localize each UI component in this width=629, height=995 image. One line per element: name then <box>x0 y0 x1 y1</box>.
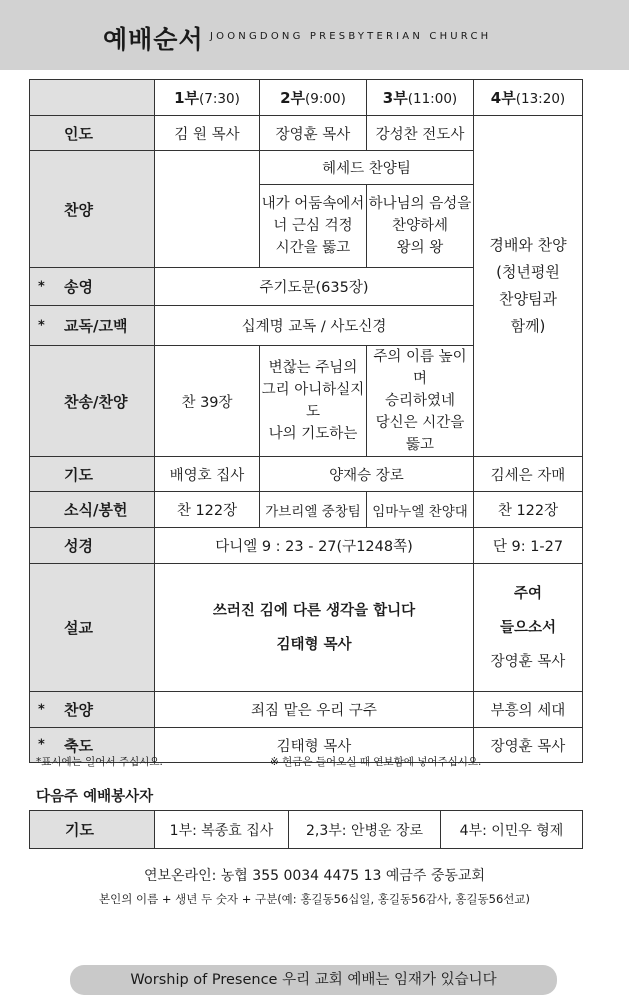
scripture-row <box>30 528 583 564</box>
praise-s1 <box>155 151 260 268</box>
prayer-s4: 김세은 자매 <box>474 457 583 492</box>
news-s2: 가브리엘 중창팀 <box>260 492 367 528</box>
praise-team: 헤세드 찬양팀 <box>260 151 474 185</box>
hymn2-s4: 부흥의 세대 <box>474 692 583 728</box>
next-week-title: 다음주 예배봉사자 <box>36 789 154 805</box>
offering-note: ※ 헌금은 들어오실 때 연보함에 넣어주십시오. <box>270 756 482 768</box>
corner-cell <box>30 80 155 116</box>
benediction-s123: 김태형 목사 <box>155 728 474 763</box>
sermon-main <box>155 564 474 692</box>
church-name: JOONGDONG PRESBYTERIAN CHURCH <box>210 31 492 42</box>
row-label-praise: 찬양 <box>30 151 155 268</box>
header-bar <box>0 0 629 70</box>
hymn-s1: 찬 39장 <box>155 346 260 457</box>
hymn2-s123: 죄짐 맡은 우리 구주 <box>155 692 474 728</box>
next-week-s23: 2,3부: 안병운 장로 <box>289 811 441 849</box>
next-week-s1: 1부: 복종효 집사 <box>155 811 289 849</box>
sermon-preacher: 김태형 목사 <box>276 636 352 653</box>
sermon-row <box>30 564 583 692</box>
sermon-s4: 주여 들으소서 장영훈 목사 <box>474 564 583 692</box>
service-2-header: 2부(9:00) <box>260 80 367 116</box>
benediction-s4: 장영훈 목사 <box>474 728 583 763</box>
page-title: 예배순서 <box>103 25 204 54</box>
row-label-prayer: 기도 <box>30 457 155 492</box>
worship-order-table <box>29 79 583 763</box>
row-label-hymn: 찬송/찬양 <box>30 346 155 457</box>
row-label-news: 소식/봉헌 <box>30 492 155 528</box>
hymn-s2: 변찮는 주님의 그리 아니하실지도 나의 기도하는 <box>260 346 367 457</box>
service-1-header: 1부(7:30) <box>155 80 260 116</box>
praise-s2: 내가 어둠속에서 너 근심 걱정 시간을 뚫고 <box>260 185 367 268</box>
row-label-sermon: 설교 <box>30 564 155 692</box>
service-3-header: 3부(11:00) <box>367 80 474 116</box>
lead-s3: 강성찬 전도사 <box>367 116 474 151</box>
praise-s3: 하나님의 음성을 찬양하세 왕의 왕 <box>367 185 474 268</box>
lead-row <box>30 116 583 151</box>
prayer-s23: 양재승 장로 <box>260 457 474 492</box>
offering-instructions: 본인의 이름 + 생년 두 숫자 + 구분(예: 홍길동56십일, 홍길동56감사, 홍길동56선교) <box>99 892 530 906</box>
scripture-s4: 단 9: 1-27 <box>474 528 583 564</box>
lead-s2: 장영훈 목사 <box>260 116 367 151</box>
row-label-scripture: 성경 <box>30 528 155 564</box>
creed-value: 십계명 교독 / 사도신경 <box>155 306 474 346</box>
row-label-creed: * 교독/고백 <box>30 306 155 346</box>
news-s4: 찬 122장 <box>474 492 583 528</box>
news-s3: 임마누엘 찬양대 <box>367 492 474 528</box>
next-week-s4: 4부: 이민우 형제 <box>441 811 583 849</box>
next-week-table <box>29 810 583 849</box>
prayer-s1: 배영호 집사 <box>155 457 260 492</box>
online-offering-account: 연보온라인: 농협 355 0034 4475 13 예금주 중동교회 <box>144 868 485 884</box>
news-row <box>30 492 583 528</box>
hymn2-row <box>30 692 583 728</box>
next-week-row <box>30 811 583 849</box>
sermon-title: 쓰러진 김에 다른 생각을 합니다 <box>212 602 416 619</box>
scripture-s123: 다니엘 9 : 23 - 27(구1248쪽) <box>155 528 474 564</box>
row-label-benediction: * 축도 <box>30 728 155 763</box>
row-label-lead: 인도 <box>30 116 155 151</box>
praise-s4: 경배와 찬양 (청년평원 찬양팀과 함께) <box>474 116 583 457</box>
footer-banner: Worship of Presence 우리 교회 예배는 임재가 있습니다 <box>70 965 557 995</box>
standing-note: *표시에는 일어서 주십시오. <box>36 756 163 768</box>
news-s1: 찬 122장 <box>155 492 260 528</box>
doxology-value: 주기도문(635장) <box>155 268 474 306</box>
service-header-row <box>30 80 583 116</box>
lead-s1: 김 원 목사 <box>155 116 260 151</box>
service-4-header: 4부(13:20) <box>474 80 583 116</box>
row-label-hymn2: * 찬양 <box>30 692 155 728</box>
hymn-s3: 주의 이름 높이며 승리하였네 당신은 시간을 뚫고 <box>367 346 474 457</box>
next-week-label: 기도 <box>30 811 155 849</box>
prayer-row <box>30 457 583 492</box>
row-label-doxology: * 송영 <box>30 268 155 306</box>
